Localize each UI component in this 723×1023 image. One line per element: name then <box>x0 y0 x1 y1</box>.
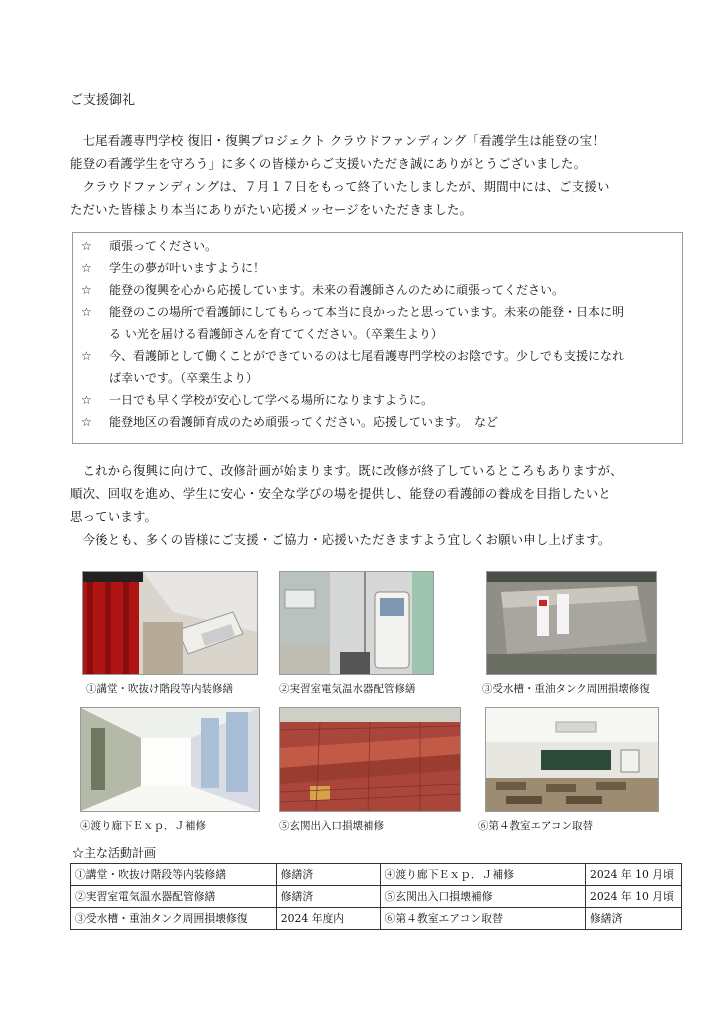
water-tank-photo <box>486 571 657 675</box>
message-item: ☆ 今、看護師として働くことができているのは七尾看護専門学校のお陰です。少しでも支援になれ ば幸いです。（卒業生より） <box>81 345 624 389</box>
table-cell: ④渡り廊下Ｅｘｐ．Ｊ補修 <box>380 864 585 886</box>
table-cell: 2024 年 10 月頃 <box>585 886 681 908</box>
closing-line: 順次、回収を進め、学生に安心・安全な学びの場を提供し、能登の看護師の養成を目指したいと <box>70 486 611 501</box>
table-cell: 2024 年 10 月頃 <box>585 864 681 886</box>
activity-plan-table <box>70 863 682 930</box>
table-cell: ⑤玄関出入口損壊補修 <box>380 886 585 908</box>
table-cell: 修繕済 <box>276 864 380 886</box>
intro-line: ただいた皆様より本当にありがたい応援メッセージをいただきました。 <box>70 202 473 217</box>
closing-line: 思っています。 <box>70 509 158 524</box>
intro-line: 能登の看護学生を守ろう」に多くの皆様からご支援いただき誠にありがとうございました。 <box>70 156 587 171</box>
message-item: ☆ 頑張ってください。 <box>81 235 217 257</box>
table-cell: 修繕済 <box>585 908 681 930</box>
table-row <box>71 886 682 908</box>
table-row <box>71 908 682 930</box>
closing-line: これから復興に向けて、改修計画が始まります。既に改修が終了しているところもありますが、 <box>70 463 623 478</box>
support-messages-box <box>72 232 683 444</box>
message-item: ☆ 学生の夢が叶いますように！ <box>81 257 265 279</box>
photo-caption: ⑤玄関出入口損壊補修 <box>279 820 384 832</box>
table-cell: ②実習室電気温水器配管修繕 <box>71 886 277 908</box>
table-cell: 修繕済 <box>276 886 380 908</box>
message-item: ☆ 能登の復興を心から応援しています。未来の看護師さんのために頑張ってください。 <box>81 279 564 301</box>
photo-caption: ②実習室電気温水器配管修繕 <box>279 683 416 695</box>
message-item: ☆ 能登のこの場所で看護師にしてもらって本当に良かったと思っています。未来の能登・日本に明 る い光を届ける看護師さんを育ててください。（卒業生より） <box>81 301 624 345</box>
photo-caption: ③受水槽・重油タンク周囲損壊修復 <box>482 683 650 695</box>
table-cell: ⑥第４教室エアコン取替 <box>380 908 585 930</box>
intro-line: 七尾看護専門学校 復旧・復興プロジェクト クラウドファンディング「看護学生は能登の宝！ <box>70 133 605 148</box>
star-icon: ☆ <box>81 415 92 429</box>
classroom-photo <box>485 707 659 812</box>
star-icon: ☆ <box>81 239 92 253</box>
water-heater-photo <box>279 571 434 675</box>
corridor-photo <box>80 707 260 812</box>
closing-line: 今後とも、多くの皆様にご支援・ご協力・応援いただきますよう宜しくお願い申し上げます。 <box>70 532 611 547</box>
intro-line: クラウドファンディングは、７月１７日をもって終了いたしましたが、期間中には、ご支援い <box>70 179 610 194</box>
table-cell: ①講堂・吹抜け階段等内装修繕 <box>71 864 277 886</box>
table-cell: ③受水槽・重油タンク周囲損壊修復 <box>71 908 277 930</box>
photo-caption: ⑥第４教室エアコン取替 <box>478 820 593 832</box>
auditorium-photo <box>82 571 258 675</box>
table-row <box>71 864 682 886</box>
star-icon: ☆ <box>81 305 92 319</box>
plan-title: ☆主な活動計画 <box>72 846 157 860</box>
message-item: ☆ 一日でも早く学校が安心して学べる場所になりますように。 <box>81 389 433 411</box>
star-icon: ☆ <box>81 393 92 407</box>
message-item: ☆ 能登地区の看護師育成のため頑張ってください。応援しています。 など <box>81 411 498 433</box>
page-title: ご支援御礼 <box>70 93 136 108</box>
photo-caption: ①講堂・吹抜け階段等内装修繕 <box>86 683 233 695</box>
table-cell: 2024 年度内 <box>276 908 380 930</box>
star-icon: ☆ <box>81 349 92 363</box>
photo-caption: ④渡り廊下Ｅｘｐ．Ｊ補修 <box>80 820 206 832</box>
star-icon: ☆ <box>81 261 92 275</box>
star-icon: ☆ <box>81 283 92 297</box>
entrance-photo <box>279 707 461 812</box>
